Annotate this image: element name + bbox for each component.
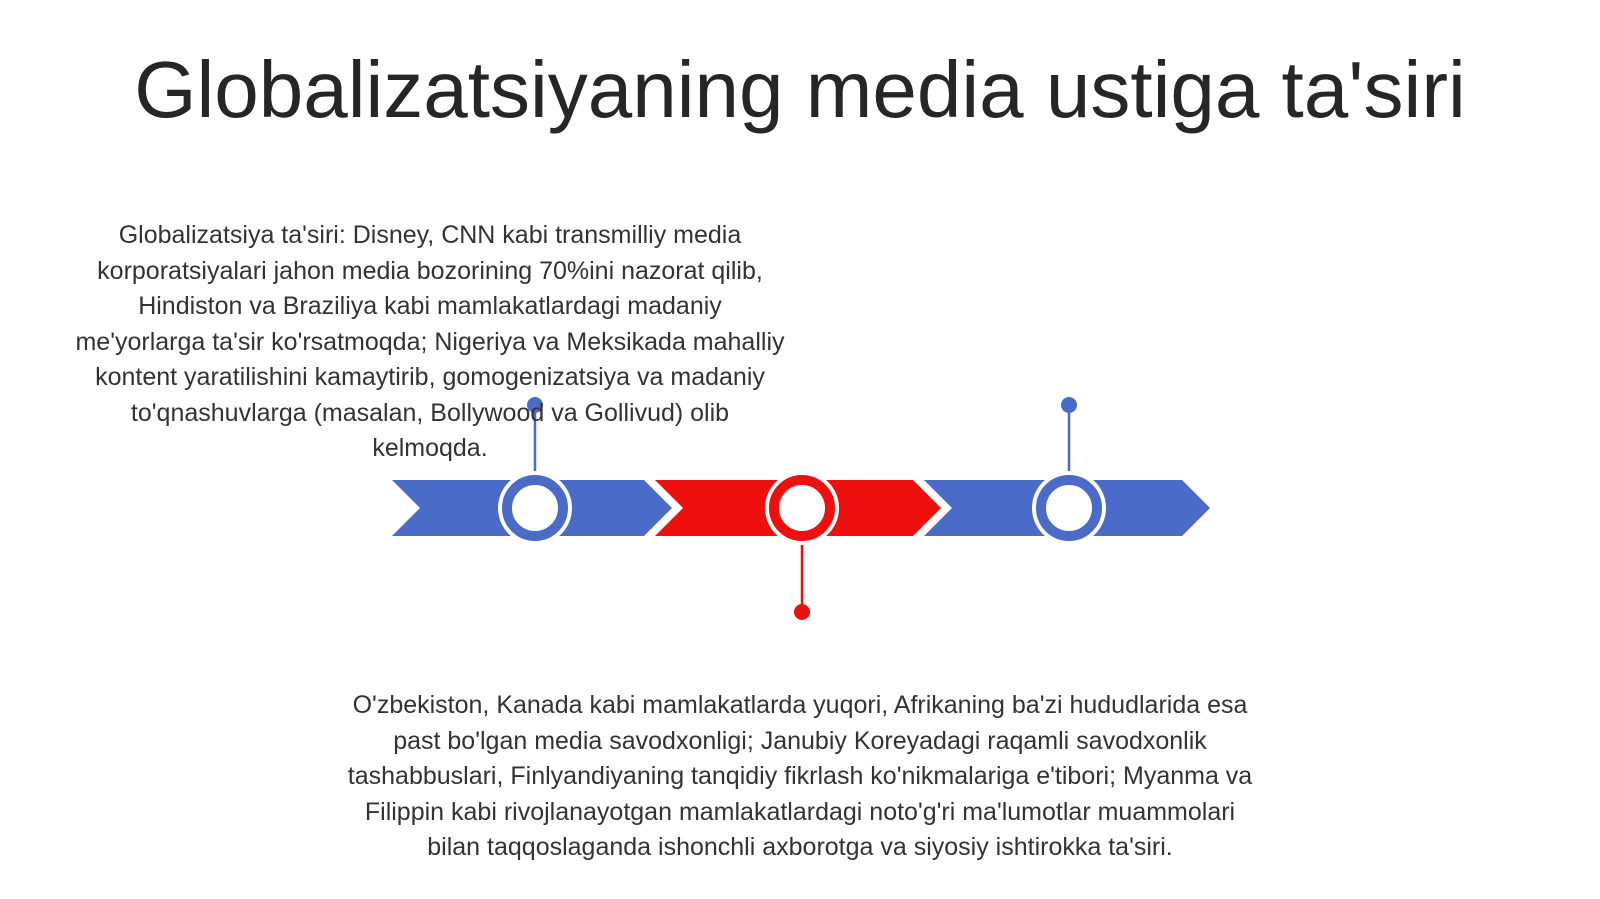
milestone-text-globalization: Globalizatsiya ta'siri: Disney, CNN kabi transmilliy media korporatsiyalari jahon media bozorining 70%ini nazorat qilib, Hindiston va Braziliya kabi mamlakatlardagi madaniy me'yorlarga ta'sir ko'rsatmoqda; Nigeriya va Meksikada mahalliy kontent yaratilishini kamaytirib, gomogenizatsiya va madaniy to'qnashuvlarga (masalan, Bollywood va Gollivud) olib kelmoqda. — [75, 221, 785, 462]
timeline-pin-dot-3 — [1061, 397, 1077, 413]
slide-title: Globalizatsiyaning media ustiga ta'siri — [134, 45, 1466, 134]
timeline-pin-dot-2 — [794, 604, 810, 620]
milestone-text-media-literacy: O'zbekiston, Kanada kabi mamlakatlarda yuqori, Afrikaning ba'zi hududlarida esa past bo'lgan media savodxonligi; Janubiy Koreyadagi raqamli savodxonlik tashabbuslari, Finlyandiyaning tanqidiy fikrlash ko'nikmalariga e'tibori; Myanma va Filippin kabi rivojlanayotgan mamlakatlardagi noto'g'ri ma'lumotlar muammolari bilan taqqoslaganda ishonchli axborotga va siyosiy ishtirokka ta'siri. — [347, 691, 1253, 861]
